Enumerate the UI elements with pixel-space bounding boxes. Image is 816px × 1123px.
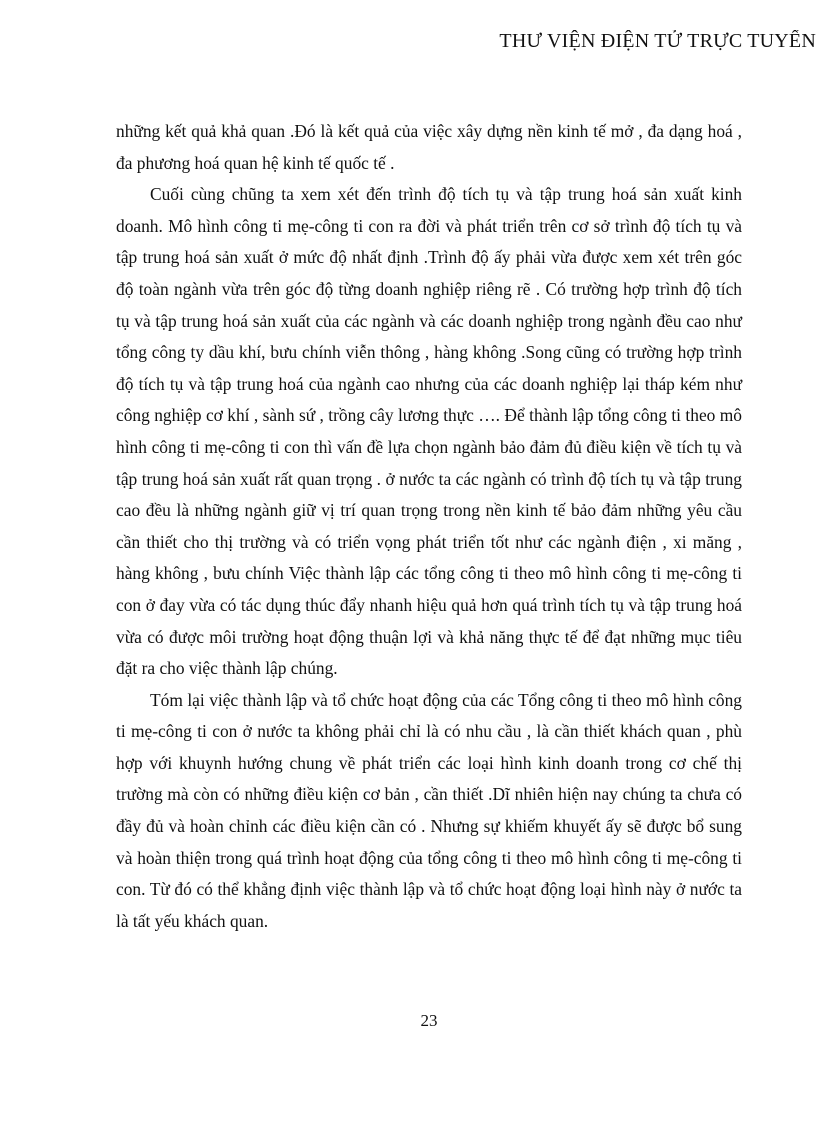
header-title: THƯ VIỆN ĐIỆN TỬ TRỰC TUYẾN	[499, 30, 816, 52]
paragraph-1: những kết quả khả quan .Đó là kết quả của việc xây dựng nền kinh tế mở , đa dạng hoá , đa phương hoá quan hệ kinh tế quốc tế .	[116, 121, 742, 173]
page-number: 23	[420, 1011, 438, 1030]
paragraph-3: Tóm lại việc thành lập và tổ chức hoạt động của các Tổng công ti theo mô hình công ti mẹ-công ti con ở nước ta không phải chỉ là có nhu cầu , là cần thiết khách quan , phù hợp với khuynh hướng chung về phát triển các loại hình kinh doanh trong cơ chế thị trường mà còn có những điều kiện cơ bản , cần thiết .Dĩ nhiên hiện nay chúng ta chưa có đầy đủ và hoàn chỉnh các điều kiện cần có . Nhưng sự khiếm khuyết ấy sẽ được bổ sung và hoàn thiện trong quá trình hoạt động của tổng công ti theo mô hình công ti mẹ-công ti con. Từ đó có thể khẳng định việc thành lập và tổ chức hoạt động loại hình này ở nước ta là tất yếu khách quan.	[116, 689, 742, 931]
paragraph-2: Cuối cùng chũng ta xem xét đến trình độ tích tụ và tập trung hoá sản xuất kinh doanh. Mô hình công ti mẹ-công ti con ra đời và phát triển trên cơ sở trình độ tích tụ và tập trung hoá sản xuất ở mức độ nhất định .Trình độ ấy phải vừa được xem xét trên góc độ toàn ngành vừa trên góc độ từng doanh nghiệp riêng rẽ . Có trường hợp trình độ tích tụ và tập trung hoá sản xuất của các ngành và các doanh nghiệp trong ngành đều cao như tổng công ty dầu khí, bưu chính viễn thông , hàng không .Song cũng có trường hợp trình độ tích tụ và tập trung hoá của ngành cao nhưng của các doanh nghiệp lại tháp kém như công nghiệp cơ khí , sành sứ , trồng cây lương thực …. Để thành lập tổng công ti theo mô hình công ti mẹ-công ti con thì vấn đề lựa chọn ngành bảo đảm đủ điều kiện về tích tụ và tập trung hoá sản xuất rất quan trọng . ở nước ta các ngành có trình độ tích tụ và tập trung cao đều là những ngành giữ vị trí quan trọng trong nền kinh tế bảo đảm những yêu cầu cần thiết cho thị trường và có triển vọng phát triển tốt như các ngành điện , xi măng , hàng không , bưu chính Việc thành lập các tổng công ti theo mô hình công ti mẹ-công ti con ở đay vừa có tác dụng thúc đẩy nhanh hiệu quả hơn quá trình tích tụ và tập trung hoá vừa có được môi trường hoạt động thuận lợi và khả năng thực tế để đạt những mục tiêu đặt ra cho việc thành lập chúng.	[116, 184, 742, 679]
document-body	[116, 116, 742, 937]
